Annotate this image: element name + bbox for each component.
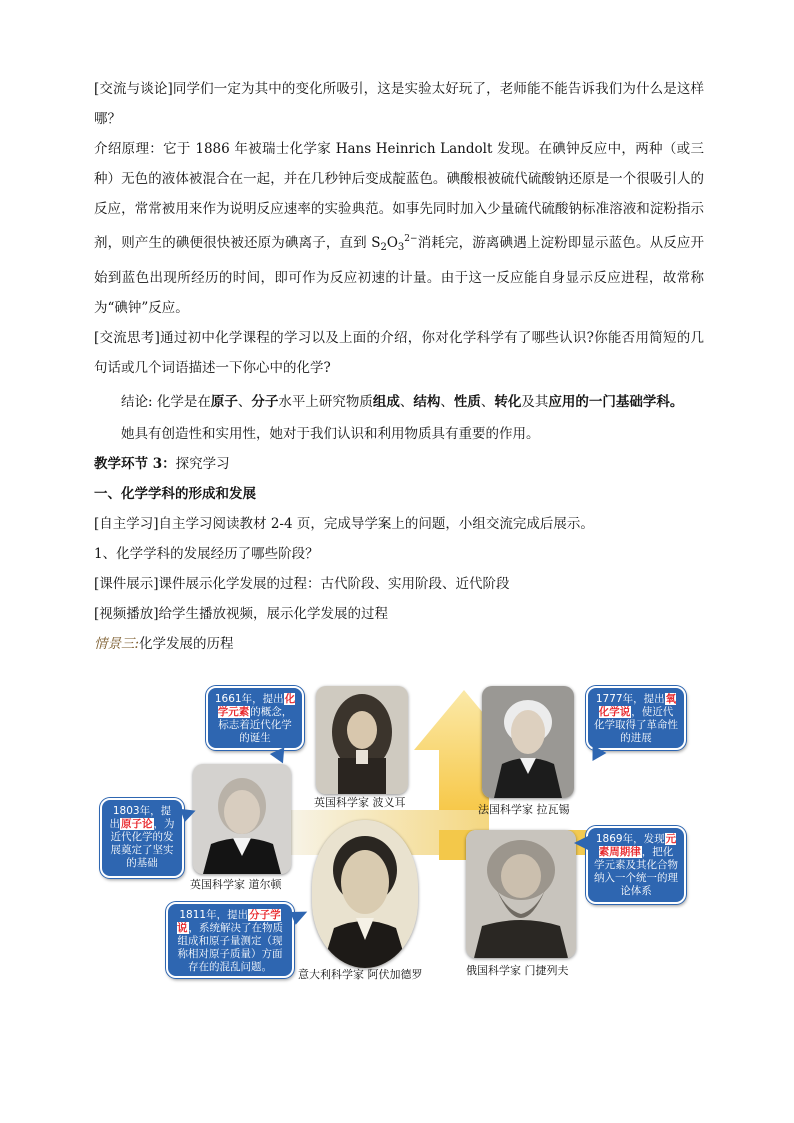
bubble-1811-text: ，系统解决了在物质组成和原子量测定（现称相对原子质量）方面存在的混乱问题。 [177, 922, 283, 973]
portrait-dalton [193, 764, 291, 874]
portrait-avogadro [312, 820, 418, 968]
separator: 、 [480, 394, 495, 410]
keyword-application: 应用 [548, 394, 576, 410]
bubble-1661 [206, 686, 304, 750]
separator: 、 [440, 394, 454, 410]
question-1: 1、化学学科的发展经历了哪些阶段？ [94, 546, 319, 562]
discussion-text: 同学们一定为其中的变化所吸引，这是实验太好玩了，老师能不能告诉我们为什么是这样哪？ [94, 81, 704, 127]
bubble-1803-text: ，为近代化学的发展奠定了坚实的基础 [110, 818, 175, 869]
keyword-molecule: 分子 [251, 394, 279, 410]
self-study-text: 自主学习阅读教材 2-4 页，完成导学案上的问题，小组交流完成后展示。 [158, 516, 594, 532]
formula-sub-2: 3 [397, 242, 405, 253]
situation-label: 情景三: [94, 636, 140, 652]
conclusion-lead: 结论: 化学是在 [121, 394, 211, 410]
conclusion-tail: 的一门基础学科。 [575, 394, 684, 410]
caption-lavoisier: 法国科学家 拉瓦锡 [478, 803, 570, 816]
keyword-transformation: 转化 [494, 394, 522, 410]
conclusion-and: 及其 [521, 394, 549, 410]
bubble-1661-lead: 1661年，提出 [214, 693, 284, 705]
situation-text: 化学发展的历程 [139, 636, 234, 652]
formula-charge: 2− [404, 234, 418, 244]
thinking-text: 通过初中化学课程的学习以及上面的介绍，你对化学科学有了哪些认识?你能否用简短的几句话或几个词语描述一下你心中的化学? [94, 330, 704, 376]
bubble-1811 [166, 902, 294, 978]
bubble-1777 [586, 686, 686, 750]
video-tag: [视频播放] [94, 606, 159, 622]
video-text: 给学生播放视频，展示化学发展的过程 [158, 606, 389, 622]
portrait-lavoisier [482, 686, 574, 798]
keyword-atom: 原子 [210, 394, 238, 410]
bubble-1777-text: ，使近代化学取得了革命性的进展 [594, 706, 678, 744]
step-title: 探究学习 [175, 456, 230, 472]
separator: 、 [399, 394, 414, 410]
paragraph-thinking [94, 323, 704, 383]
portrait-boyle [316, 686, 408, 794]
bubble-1811-keyword: 分子学说 [177, 909, 281, 934]
caption-boyle: 英国科学家 波义耳 [314, 796, 406, 809]
bubble-1661-keyword: 化学元素 [217, 693, 296, 718]
paragraph-video [94, 599, 704, 629]
caption-avogadro: 意大利科学家 阿伏加德罗 [298, 968, 423, 981]
bubble-1803 [100, 798, 184, 878]
principle-text-b: 消耗完，游离碘遇上淀粉即显示蓝色。从反应开始到蓝色出现所经历的时间，即可作为反应初速的计量。由于这一反应能自身显示反应进程，故常称为“碘钟”反应。 [94, 235, 704, 316]
bubble-1803-keyword: 原子论 [121, 818, 153, 830]
self-study-tag: [自主学习] [94, 516, 159, 532]
paragraph-conclusion [94, 387, 704, 417]
courseware-text: 课件展示化学发展的过程：古代阶段、实用阶段、近代阶段 [158, 576, 510, 592]
thinking-tag: [交流思考] [94, 330, 160, 346]
bubble-1869 [586, 826, 686, 904]
caption-dalton: 英国科学家 道尔顿 [190, 878, 282, 891]
paragraph-situation [94, 629, 704, 659]
bubble-1869-text: ，把化学元素及其化合物纳入一个统一的理论体系 [594, 846, 678, 897]
keyword-structure: 结构 [413, 394, 441, 410]
paragraph-courseware [94, 569, 704, 599]
step-label: 教学环节 3： [94, 456, 176, 472]
formula-o: O [386, 235, 398, 251]
bubble-1803-lead: 1803年，提出 [109, 805, 172, 830]
discussion-tag: [交流与谈论] [94, 81, 173, 97]
bubble-1869-lead: 1869年，发现 [595, 833, 665, 845]
courseware-tag: [课件展示] [94, 576, 159, 592]
bubble-1777-lead: 1777年，提出 [595, 693, 665, 705]
formula-sub-1: 2 [380, 242, 387, 253]
paragraph-self-study [94, 509, 704, 539]
paragraph-discussion [94, 74, 704, 134]
heading-section: 一、化学学科的形成和发展 [94, 486, 256, 502]
portrait-mendeleev [466, 830, 576, 958]
caption-mendeleev: 俄国科学家 门捷列夫 [466, 964, 569, 977]
keyword-composition: 组成 [372, 394, 400, 410]
document-body [94, 74, 704, 659]
principle-text-a: 介绍原理：它于 1886 年被瑞士化学家 Hans Heinrich Landolt 发现。在碘钟反应中，两种（或三种）无色的液体被混合在一起，并在几秒钟后变成靛蓝色。碘酸根被硫代硫酸钠还原是一个很吸引人的反应，常常被用来作为说明反应速率的实验典范。如事先同时加入少量硫代硫酸钠标准溶液和淀粉指示剂，则产生的碘便很快被还原为碘离子，直到 S [94, 141, 704, 251]
heading-step [94, 449, 704, 479]
keyword-property: 性质 [453, 394, 481, 410]
bubble-1811-lead: 1811年，提出 [179, 909, 249, 921]
paragraph-principle [94, 134, 704, 323]
paragraph-creativity [94, 419, 704, 449]
conclusion-mid: 水平上研究物质 [278, 394, 373, 410]
bubble-1869-keyword: 元素周期律 [598, 833, 677, 858]
separator: 、 [237, 394, 252, 410]
creativity-text: 她具有创造性和实用性，她对于我们认识和利用物质具有重要的作用。 [121, 426, 540, 442]
chemistry-history-figure [94, 680, 694, 985]
bubble-1869-tail [574, 836, 588, 850]
bubble-1661-text: 的概念，标志着近代化学的诞生 [218, 706, 293, 744]
bubble-1777-keyword: 氧化学说 [598, 693, 677, 718]
